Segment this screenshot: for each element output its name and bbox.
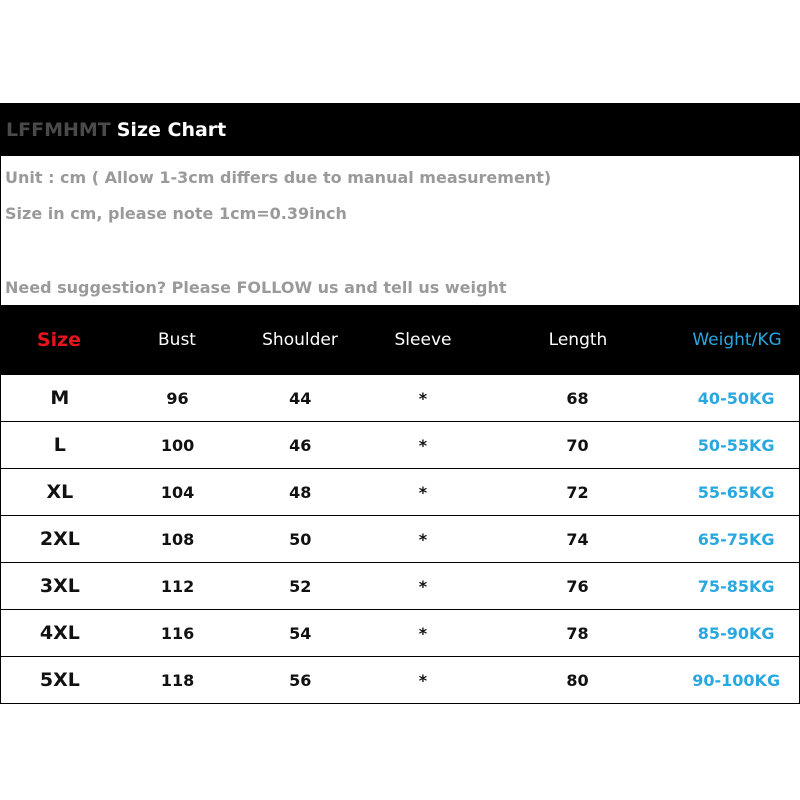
cell-shoulder: 46 xyxy=(289,435,312,455)
cell-shoulder: 56 xyxy=(289,670,312,690)
cell-weight: 90-100KG xyxy=(692,670,781,690)
cell-bust: 108 xyxy=(160,529,195,549)
cell-length: 68 xyxy=(566,388,589,408)
cell-size: XL xyxy=(46,481,74,503)
cell-length: 70 xyxy=(566,435,589,455)
table-row xyxy=(1,516,799,563)
cell-weight: 85-90KG xyxy=(697,623,775,643)
cell-sleeve: * xyxy=(418,388,428,408)
table-body xyxy=(0,375,800,704)
cell-bust: 100 xyxy=(160,435,195,455)
cell-length: 78 xyxy=(566,623,589,643)
cell-shoulder: 54 xyxy=(289,623,312,643)
cell-sleeve: * xyxy=(418,529,428,549)
header-weight: Weight/KG xyxy=(692,330,782,350)
cell-weight: 50-55KG xyxy=(697,435,775,455)
cell-length: 76 xyxy=(566,576,589,596)
brand-name: LFFMHMT xyxy=(6,118,111,141)
cell-sleeve: * xyxy=(418,435,428,455)
cell-length: 74 xyxy=(566,529,589,549)
conversion-note: Size in cm, please note 1cm=0.39inch xyxy=(5,204,347,223)
table-row xyxy=(1,657,799,704)
header-sleeve: Sleeve xyxy=(394,330,452,350)
table-row xyxy=(1,469,799,516)
cell-size: 5XL xyxy=(39,669,80,691)
cell-length: 72 xyxy=(566,482,589,502)
cell-size: L xyxy=(53,434,66,456)
cell-bust: 96 xyxy=(166,388,189,408)
header-size: Size xyxy=(36,329,82,351)
header-bust: Bust xyxy=(158,330,196,350)
cell-weight: 75-85KG xyxy=(697,576,775,596)
notes-section xyxy=(0,156,800,305)
size-chart xyxy=(0,103,800,704)
cell-bust: 118 xyxy=(160,670,195,690)
cell-weight: 55-65KG xyxy=(697,482,775,502)
header-length: Length xyxy=(548,330,608,350)
header-shoulder: Shoulder xyxy=(262,330,338,350)
cell-sleeve: * xyxy=(418,623,428,643)
cell-length: 80 xyxy=(566,670,589,690)
cell-bust: 116 xyxy=(160,623,195,643)
cell-bust: 104 xyxy=(160,482,195,502)
cell-shoulder: 52 xyxy=(289,576,312,596)
table-row xyxy=(1,422,799,469)
cell-bust: 112 xyxy=(160,576,195,596)
cell-sleeve: * xyxy=(418,576,428,596)
chart-title: Size Chart xyxy=(116,118,227,141)
table-header xyxy=(0,305,800,375)
title-bar xyxy=(0,103,800,156)
cell-shoulder: 50 xyxy=(289,529,312,549)
cell-size: 3XL xyxy=(39,575,80,597)
cell-sleeve: * xyxy=(418,482,428,502)
cell-shoulder: 44 xyxy=(289,388,312,408)
table-row xyxy=(1,375,799,422)
table-row xyxy=(1,610,799,657)
suggestion-note: Need suggestion? Please FOLLOW us and tell us weight xyxy=(5,278,507,297)
cell-shoulder: 48 xyxy=(289,482,312,502)
unit-note: Unit : cm ( Allow 1-3cm differs due to manual measurement) xyxy=(5,168,552,187)
cell-weight: 40-50KG xyxy=(697,388,775,408)
cell-size: M xyxy=(50,387,70,409)
cell-size: 2XL xyxy=(39,528,80,550)
cell-sleeve: * xyxy=(418,670,428,690)
cell-size: 4XL xyxy=(39,622,80,644)
cell-weight: 65-75KG xyxy=(697,529,775,549)
table-row xyxy=(1,563,799,610)
